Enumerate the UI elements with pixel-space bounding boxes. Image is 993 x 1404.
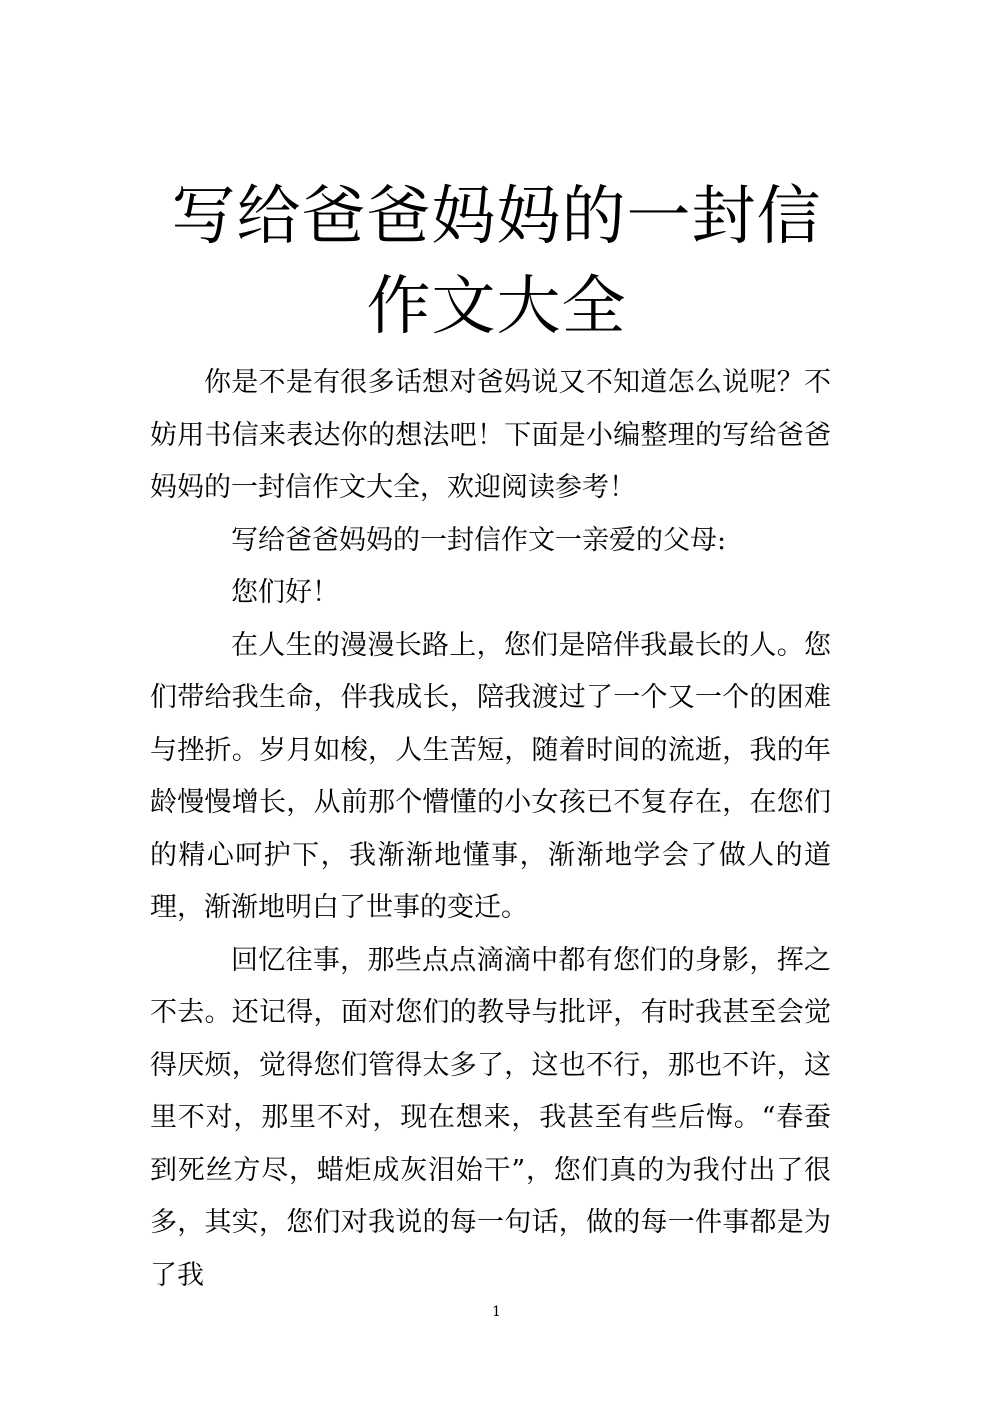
- intro-paragraph: 你是不是有很多话想对爸妈说又不知道怎么说呢？不妨用书信来表达你的想法吧！下面是小编整理的写给爸爸妈妈的一封信作文大全，欢迎阅读参考！: [150, 367, 831, 503]
- letter-heading: 写给爸爸妈妈的一封信作文一亲爱的父母:: [231, 524, 727, 556]
- letter-paragraph: 回忆往事，那些点点滴滴中都有您们的身影，挥之不去。还记得，面对您们的教导与批评，有时我甚至会觉得厌烦，觉得您们管得太多了，这也不行，那也不许，这里不对，那里不对，现在想来，我甚至有些后悔。“春蚕到死丝方尽，蜡炬成灰泪始干”，您们真的为我付出了很多，其实，您们对我说的每一句话，做的每一件事都是为了我: [150, 944, 831, 1291]
- letter-paragraph: 在人生的漫漫长路上，您们是陪伴我最长的人。您们带给我生命，伴我成长，陪我渡过了一个又一个的困难与挫折。岁月如梭，人生苦短，随着时间的流逝，我的年龄慢慢增长，从前那个懵懂的小女孩已不复存在，在您们的精心呵护下，我渐渐地懂事，渐渐地学会了做人的道理，渐渐地明白了世事的变迁。: [150, 629, 831, 923]
- letter-greeting: 您们好！: [231, 577, 339, 608]
- page-number: 1: [492, 1304, 501, 1320]
- document-body: [150, 357, 831, 1302]
- document-title: 写给爸爸妈妈的一封信作文大全: [171, 180, 822, 344]
